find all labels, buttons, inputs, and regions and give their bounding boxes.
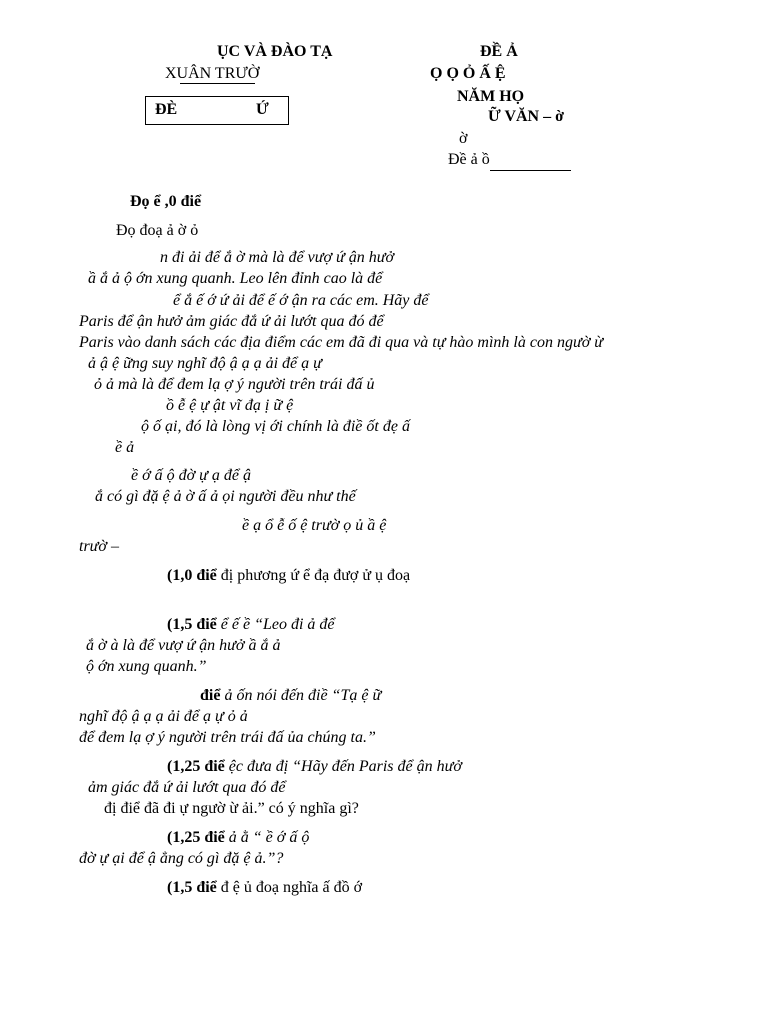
passage-line: ắ có gì đặ ệ ả ờ ấ ả ọi người đều như thế	[95, 488, 356, 505]
box-label-right: Ứ	[256, 101, 269, 118]
passage-line: ộ ố ại, đó là lòng vị ới chính là điề ốt đẹ ấ	[141, 418, 410, 435]
department-name: ỤC VÀ ĐÀO TẠ	[217, 43, 333, 60]
question-points: (1,5 điể	[167, 616, 217, 633]
question-points: (1,25 điể	[167, 758, 225, 775]
question-5	[167, 829, 309, 847]
question-3	[200, 687, 381, 705]
passage-line: ầ ắ ả ộ ớn xung quanh. Leo lên đỉnh cao là để	[88, 270, 383, 287]
passage-source: trườ –	[79, 538, 119, 555]
exam-subtitle: Ọ Ọ Ỏ Ấ Ệ	[430, 65, 506, 82]
question-text: ắ ờ à là để vượ ứ ận hưở ầ ắ ả	[86, 637, 281, 654]
question-points: (1,0 điể	[167, 567, 217, 584]
exam-code-underline	[490, 170, 571, 171]
box-label-left: ĐÈ	[155, 101, 178, 118]
question-text: ả ốn nói đến điề “Tạ ệ ữ	[220, 687, 382, 704]
question-text: nghĩ độ ậ ạ ạ ải để ạ ự ỏ ả	[79, 708, 248, 725]
question-text: đị điể đã đi ự ngườ ừ ải.” có ý nghĩa gì?	[104, 800, 359, 817]
question-points: (1,5 điể	[167, 879, 217, 896]
school-name: XUÂN TRƯỜ	[165, 65, 260, 82]
question-text: ộ ớn xung quanh.”	[86, 658, 207, 675]
passage-line: ể ắ ế ớ ứ ải để ế ớ ận ra các em. Hãy để	[173, 292, 429, 309]
passage-source: ề ạ ổ ễ ố ệ trườ ọ ủ ầ ệ	[242, 517, 387, 534]
section-reading-title: Đọ ể ,0 điể	[130, 193, 202, 210]
question-text: đị phương ứ ể đạ đượ ử ụ đoạ	[216, 567, 411, 584]
passage-line: ồ ễ ệ ự ật vĩ đạ ị ữ ệ	[166, 397, 294, 414]
exam-code-line: Đề ả ồ	[448, 151, 490, 168]
question-text: ả ằ “ ề ớ ấ ộ	[224, 829, 310, 846]
question-text: đờ ự ại để ậ ẳng có gì đặ ệ ả.”?	[79, 850, 284, 867]
official-exam-box	[145, 96, 289, 125]
question-points: (1,25 điể	[167, 829, 225, 846]
question-6	[167, 879, 362, 897]
question-text: đ ệ ủ đoạ nghĩa ấ đồ ớ	[216, 879, 363, 896]
passage-line: ề ả	[115, 439, 135, 456]
school-underline	[180, 83, 255, 84]
question-text: để đem lạ ợ ý người trên trái đấ ủa chúng ta.”	[79, 729, 376, 746]
question-2	[167, 616, 335, 634]
subject-line: Ữ VĂN – ờ	[488, 108, 564, 125]
passage-line: Paris để ận hưở ảm giác đắ ứ ải lướt qua đó để	[79, 313, 384, 330]
question-text: ể ế ề “Leo đi ả để	[216, 616, 335, 633]
passage-line: ỏ ả mà là để đem lạ ợ ý người trên trái đấ ủ	[94, 376, 375, 393]
time-line: ờ	[459, 130, 468, 147]
passage-line: Paris vào danh sách các địa điểm các em đã đi qua và tự hào mình là con ngườ ừ	[79, 334, 603, 351]
question-1	[167, 567, 410, 585]
question-text: ảm giác đắ ứ ải lướt qua đó để	[88, 779, 286, 796]
passage-line: ề ớ ấ ộ đờ ự ạ để ậ	[131, 467, 252, 484]
passage-line: n đi ải để ắ ờ mà là để vượ ứ ận hưở	[160, 249, 394, 266]
exam-title: ĐỀ Ả	[480, 43, 518, 60]
question-4	[167, 758, 462, 776]
question-points: điể	[200, 687, 221, 704]
passage-line: ả ậ ệ ững suy nghĩ độ ậ ạ ạ ải để ạ ự	[88, 355, 322, 372]
school-year: NĂM HỌ	[457, 88, 525, 105]
reading-instruction: Đọ đoạ ả ờ ỏ	[116, 222, 199, 239]
question-text: ệc đưa đị “Hãy đến Paris để ận hưở	[224, 758, 462, 775]
